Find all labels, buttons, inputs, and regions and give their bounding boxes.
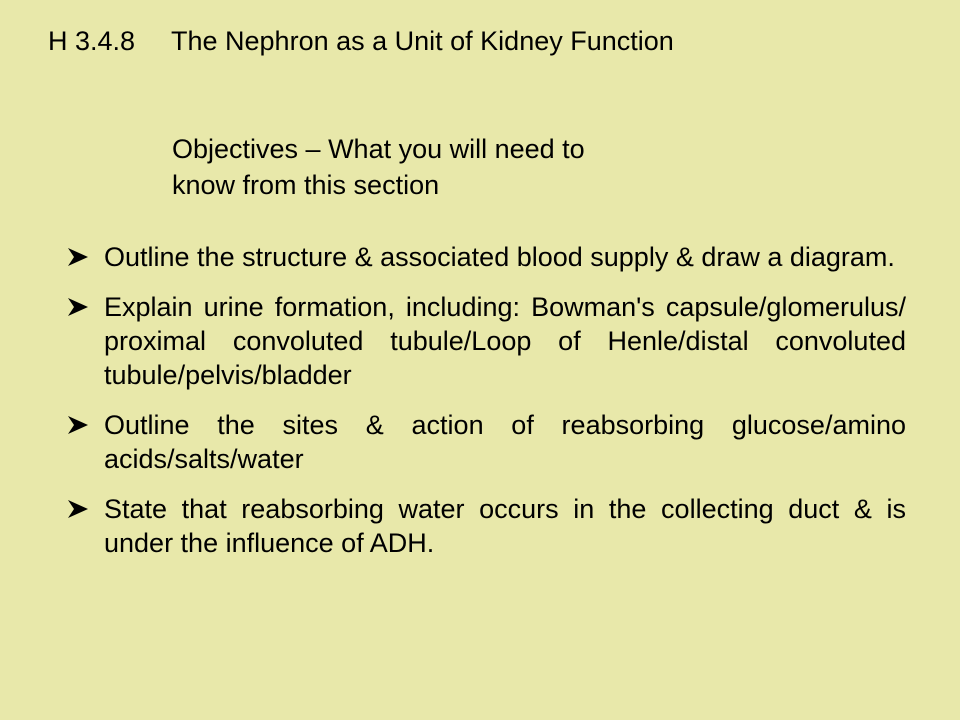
arrowhead-bullet-icon: [66, 415, 90, 435]
objectives-heading: [172, 131, 692, 203]
objectives-line-2: know from this section: [172, 170, 440, 200]
list-item: [66, 290, 906, 392]
list-item: [66, 408, 906, 476]
objectives-list: [66, 240, 906, 576]
page-title: [48, 24, 674, 58]
list-item-text: State that reabsorbing water occurs in the collecting duct & is under the influence of ADH.: [104, 494, 906, 558]
section-code: H 3.4.8: [48, 26, 136, 56]
list-item-text: Explain urine formation, including: Bowman's capsule/glomerulus/ proximal convoluted tubule/Loop of Henle/distal convoluted tubule/pelvis/bladder: [104, 292, 906, 390]
list-item: [66, 492, 906, 560]
arrowhead-bullet-icon: [66, 297, 90, 317]
section-title: The Nephron as a Unit of Kidney Function: [171, 26, 674, 56]
objectives-line-1: Objectives – What you will need to: [172, 134, 585, 164]
list-item-text: Outline the structure & associated blood supply & draw a diagram.: [104, 242, 895, 272]
arrowhead-bullet-icon: [66, 499, 90, 519]
list-item-text: Outline the sites & action of reabsorbing glucose/amino acids/salts/water: [104, 410, 906, 474]
arrowhead-bullet-icon: [66, 247, 90, 267]
list-item: [66, 240, 906, 274]
